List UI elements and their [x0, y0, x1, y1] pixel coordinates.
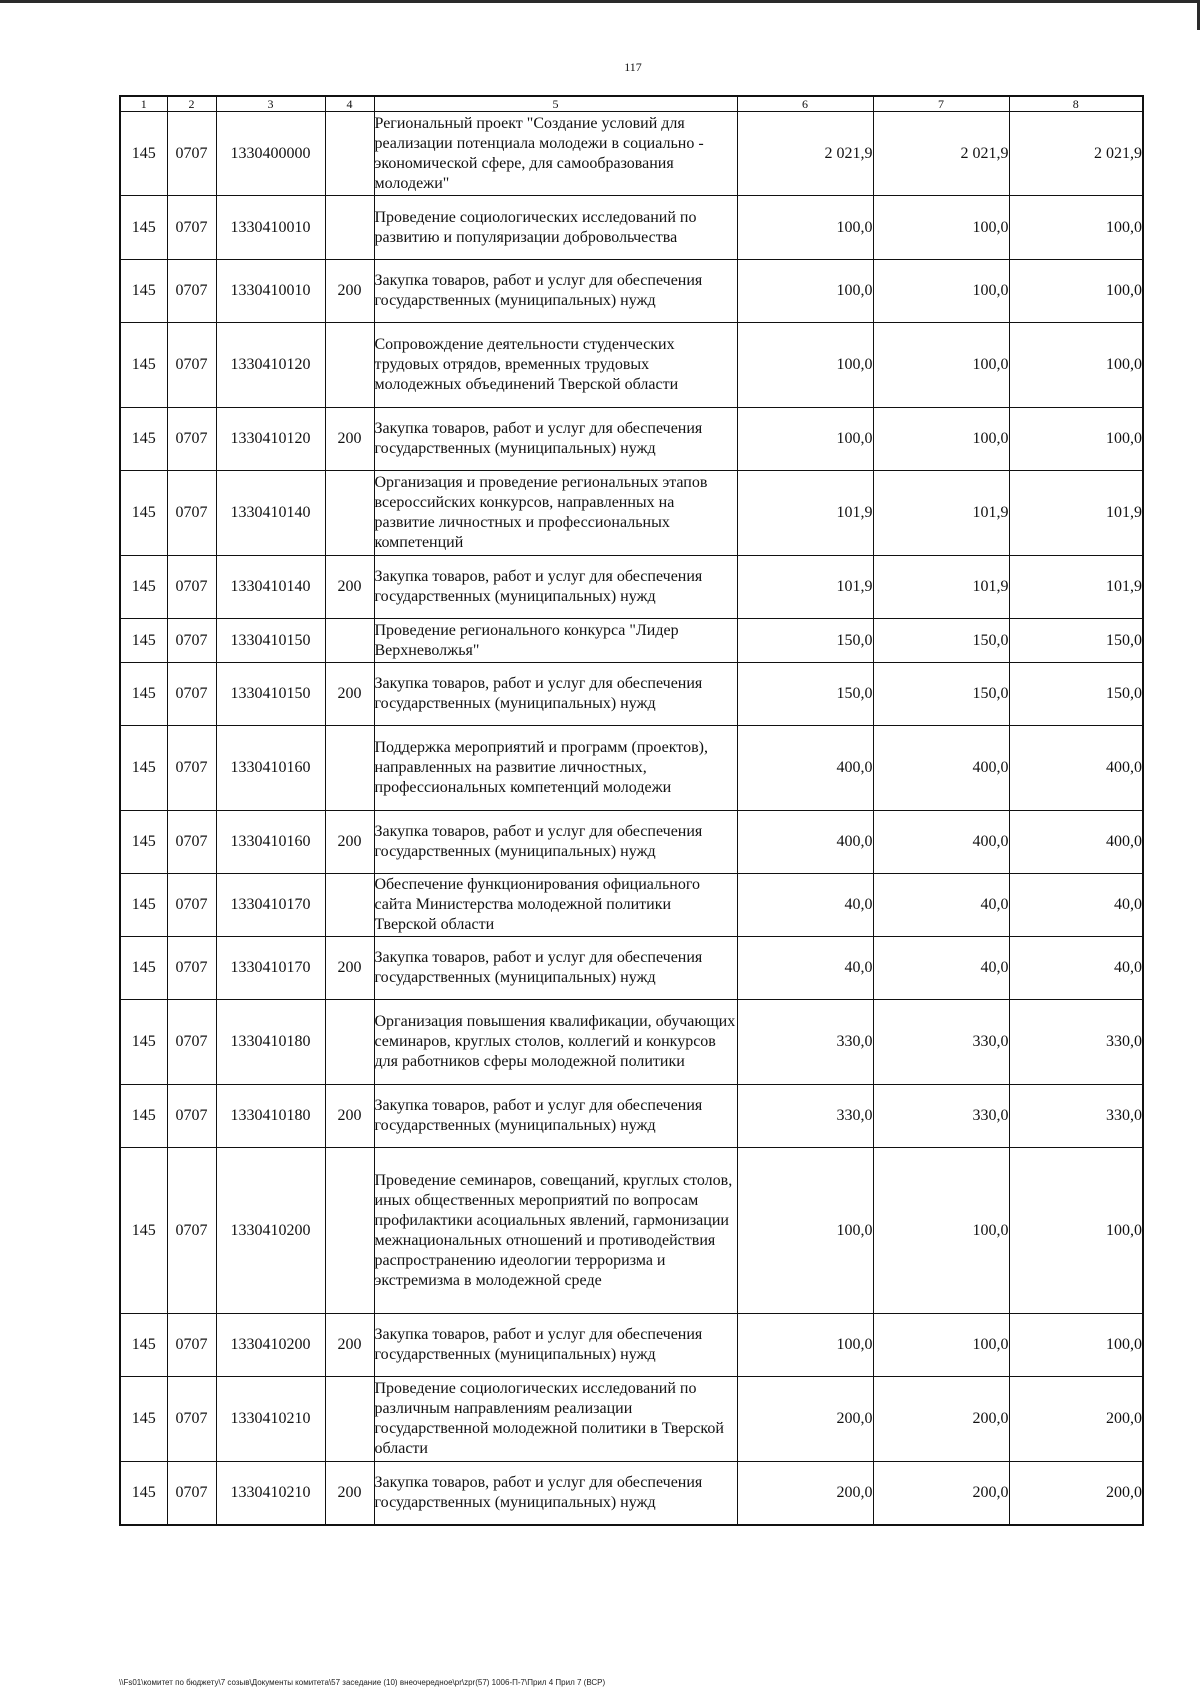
- cell-ministry-code: 145: [120, 937, 167, 1000]
- cell-amount-col7: 100,0: [873, 408, 1009, 471]
- cell-item-name: Закупка товаров, работ и услуг для обеспечения государственных (муниципальных) нужд: [374, 1314, 737, 1377]
- cell-target-article: 1330410150: [216, 663, 325, 726]
- cell-section-code: 0707: [167, 1314, 216, 1377]
- table-row: [120, 1148, 1143, 1314]
- cell-amount-col7: 101,9: [873, 471, 1009, 556]
- cell-section-code: 0707: [167, 471, 216, 556]
- cell-section-code: 0707: [167, 323, 216, 408]
- cell-amount-col8: 100,0: [1009, 1148, 1143, 1314]
- cell-section-code: 0707: [167, 112, 216, 196]
- cell-amount-col8: 2 021,9: [1009, 112, 1143, 196]
- cell-section-code: 0707: [167, 726, 216, 811]
- cell-amount-col8: 40,0: [1009, 937, 1143, 1000]
- column-header: 1: [120, 96, 167, 112]
- cell-expense-type: 200: [325, 1085, 374, 1148]
- cell-amount-col6: 100,0: [737, 260, 873, 323]
- cell-item-name: Организация и проведение региональных этапов всероссийских конкурсов, направленных на развитие личностных и профессиональных компетенций: [374, 471, 737, 556]
- cell-amount-col6: 150,0: [737, 619, 873, 663]
- table-body: [120, 112, 1143, 1525]
- cell-section-code: 0707: [167, 874, 216, 937]
- cell-section-code: 0707: [167, 1085, 216, 1148]
- cell-amount-col6: 100,0: [737, 1148, 873, 1314]
- cell-ministry-code: 145: [120, 811, 167, 874]
- table-row: [120, 811, 1143, 874]
- cell-target-article: 1330410160: [216, 811, 325, 874]
- cell-expense-type: [325, 112, 374, 196]
- cell-target-article: 1330410170: [216, 937, 325, 1000]
- column-header: 4: [325, 96, 374, 112]
- table-row: [120, 874, 1143, 937]
- cell-amount-col6: 100,0: [737, 1314, 873, 1377]
- cell-amount-col7: 100,0: [873, 260, 1009, 323]
- cell-amount-col6: 100,0: [737, 408, 873, 471]
- cell-expense-type: 200: [325, 663, 374, 726]
- table-row: [120, 937, 1143, 1000]
- cell-section-code: 0707: [167, 1000, 216, 1085]
- column-header: 7: [873, 96, 1009, 112]
- cell-expense-type: [325, 323, 374, 408]
- cell-section-code: 0707: [167, 196, 216, 260]
- cell-item-name: Закупка товаров, работ и услуг для обеспечения государственных (муниципальных) нужд: [374, 811, 737, 874]
- cell-ministry-code: 145: [120, 196, 167, 260]
- cell-target-article: 1330400000: [216, 112, 325, 196]
- cell-amount-col7: 400,0: [873, 726, 1009, 811]
- cell-amount-col8: 100,0: [1009, 1314, 1143, 1377]
- cell-ministry-code: 145: [120, 471, 167, 556]
- cell-amount-col8: 400,0: [1009, 726, 1143, 811]
- cell-amount-col6: 101,9: [737, 471, 873, 556]
- cell-amount-col7: 101,9: [873, 556, 1009, 619]
- cell-ministry-code: 145: [120, 1314, 167, 1377]
- cell-section-code: 0707: [167, 811, 216, 874]
- table-row: [120, 112, 1143, 196]
- cell-amount-col8: 40,0: [1009, 874, 1143, 937]
- cell-amount-col7: 2 021,9: [873, 112, 1009, 196]
- cell-target-article: 1330410210: [216, 1462, 325, 1525]
- scan-edge-top: [0, 0, 1200, 3]
- table-row: [120, 1085, 1143, 1148]
- cell-item-name: Закупка товаров, работ и услуг для обеспечения государственных (муниципальных) нужд: [374, 260, 737, 323]
- column-header: 2: [167, 96, 216, 112]
- cell-expense-type: [325, 471, 374, 556]
- cell-target-article: 1330410120: [216, 408, 325, 471]
- cell-amount-col7: 100,0: [873, 323, 1009, 408]
- cell-section-code: 0707: [167, 1377, 216, 1462]
- cell-amount-col8: 150,0: [1009, 663, 1143, 726]
- cell-expense-type: 200: [325, 811, 374, 874]
- table-row: [120, 1377, 1143, 1462]
- cell-target-article: 1330410150: [216, 619, 325, 663]
- cell-amount-col6: 40,0: [737, 937, 873, 1000]
- cell-amount-col7: 330,0: [873, 1000, 1009, 1085]
- cell-ministry-code: 145: [120, 726, 167, 811]
- table-row: [120, 408, 1143, 471]
- table-row: [120, 726, 1143, 811]
- cell-amount-col8: 100,0: [1009, 323, 1143, 408]
- cell-section-code: 0707: [167, 619, 216, 663]
- cell-section-code: 0707: [167, 937, 216, 1000]
- footer-file-path: \\Fs01\комитет по бюджету\7 созыв\Документы комитета\57 заседание (10) внеочередное\pr\zpr(57) 1006-П-7\Прил 4 Прил 7 (ВСР): [119, 1678, 606, 1687]
- cell-amount-col8: 200,0: [1009, 1377, 1143, 1462]
- cell-expense-type: 200: [325, 408, 374, 471]
- cell-item-name: Сопровождение деятельности студенческих трудовых отрядов, временных трудовых молодежных объединений Тверской области: [374, 323, 737, 408]
- cell-ministry-code: 145: [120, 1377, 167, 1462]
- cell-item-name: Организация повышения квалификации, обучающих семинаров, круглых столов, коллегий и конкурсов для работников сферы молодежной политики: [374, 1000, 737, 1085]
- cell-expense-type: 200: [325, 1462, 374, 1525]
- cell-amount-col6: 2 021,9: [737, 112, 873, 196]
- cell-expense-type: [325, 1148, 374, 1314]
- cell-item-name: Закупка товаров, работ и услуг для обеспечения государственных (муниципальных) нужд: [374, 1085, 737, 1148]
- cell-section-code: 0707: [167, 1462, 216, 1525]
- cell-ministry-code: 145: [120, 1000, 167, 1085]
- cell-target-article: 1330410160: [216, 726, 325, 811]
- cell-amount-col8: 100,0: [1009, 260, 1143, 323]
- table-row: [120, 1000, 1143, 1085]
- cell-item-name: Закупка товаров, работ и услуг для обеспечения государственных (муниципальных) нужд: [374, 663, 737, 726]
- cell-target-article: 1330410200: [216, 1314, 325, 1377]
- cell-amount-col6: 40,0: [737, 874, 873, 937]
- cell-expense-type: [325, 619, 374, 663]
- table-row: [120, 556, 1143, 619]
- cell-amount-col6: 400,0: [737, 726, 873, 811]
- cell-amount-col6: 100,0: [737, 196, 873, 260]
- cell-amount-col6: 200,0: [737, 1377, 873, 1462]
- column-header: 6: [737, 96, 873, 112]
- table-row: [120, 619, 1143, 663]
- cell-expense-type: [325, 1377, 374, 1462]
- cell-amount-col7: 40,0: [873, 874, 1009, 937]
- cell-expense-type: 200: [325, 937, 374, 1000]
- cell-ministry-code: 145: [120, 260, 167, 323]
- cell-target-article: 1330410180: [216, 1085, 325, 1148]
- cell-section-code: 0707: [167, 556, 216, 619]
- cell-item-name: Закупка товаров, работ и услуг для обеспечения государственных (муниципальных) нужд: [374, 1462, 737, 1525]
- cell-amount-col8: 101,9: [1009, 471, 1143, 556]
- cell-ministry-code: 145: [120, 1148, 167, 1314]
- page-number: 117: [624, 60, 642, 74]
- cell-ministry-code: 145: [120, 556, 167, 619]
- table-row: [120, 323, 1143, 408]
- cell-amount-col8: 150,0: [1009, 619, 1143, 663]
- cell-item-name: Проведение регионального конкурса "Лидер Верхневолжья": [374, 619, 737, 663]
- cell-target-article: 1330410140: [216, 556, 325, 619]
- cell-item-name: Закупка товаров, работ и услуг для обеспечения государственных (муниципальных) нужд: [374, 937, 737, 1000]
- column-header: 8: [1009, 96, 1143, 112]
- cell-amount-col8: 101,9: [1009, 556, 1143, 619]
- cell-amount-col8: 100,0: [1009, 408, 1143, 471]
- cell-amount-col8: 100,0: [1009, 196, 1143, 260]
- budget-table: [119, 95, 1144, 1526]
- cell-target-article: 1330410120: [216, 323, 325, 408]
- cell-expense-type: 200: [325, 1314, 374, 1377]
- cell-expense-type: 200: [325, 556, 374, 619]
- cell-ministry-code: 145: [120, 1085, 167, 1148]
- cell-item-name: Проведение социологических исследований по развитию и популяризации добровольчества: [374, 196, 737, 260]
- table-row: [120, 1314, 1143, 1377]
- cell-amount-col7: 330,0: [873, 1085, 1009, 1148]
- cell-amount-col8: 330,0: [1009, 1000, 1143, 1085]
- cell-amount-col6: 400,0: [737, 811, 873, 874]
- cell-amount-col7: 200,0: [873, 1377, 1009, 1462]
- cell-ministry-code: 145: [120, 619, 167, 663]
- cell-item-name: Региональный проект "Создание условий для реализации потенциала молодежи в социально - экономической сфере, для самообразования молодежи": [374, 112, 737, 196]
- cell-section-code: 0707: [167, 1148, 216, 1314]
- cell-expense-type: [325, 196, 374, 260]
- cell-target-article: 1330410200: [216, 1148, 325, 1314]
- cell-amount-col8: 200,0: [1009, 1462, 1143, 1525]
- cell-expense-type: [325, 726, 374, 811]
- cell-item-name: Проведение семинаров, совещаний, круглых столов, иных общественных мероприятий по вопросам профилактики асоциальных явлений, гармонизации межнациональных отношений и противодействия распространению идеологии терроризма и экстремизма в молодежной среде: [374, 1148, 737, 1314]
- cell-target-article: 1330410210: [216, 1377, 325, 1462]
- cell-amount-col6: 150,0: [737, 663, 873, 726]
- cell-amount-col8: 330,0: [1009, 1085, 1143, 1148]
- cell-amount-col6: 100,0: [737, 323, 873, 408]
- cell-target-article: 1330410010: [216, 196, 325, 260]
- cell-amount-col6: 330,0: [737, 1085, 873, 1148]
- cell-amount-col7: 100,0: [873, 1148, 1009, 1314]
- table-row: [120, 1462, 1143, 1525]
- cell-amount-col7: 100,0: [873, 1314, 1009, 1377]
- cell-section-code: 0707: [167, 260, 216, 323]
- cell-ministry-code: 145: [120, 408, 167, 471]
- table-header-row: [120, 96, 1143, 112]
- cell-amount-col7: 150,0: [873, 619, 1009, 663]
- column-header: 5: [374, 96, 737, 112]
- cell-item-name: Поддержка мероприятий и программ (проектов), направленных на развитие личностных, профессиональных компетенций молодежи: [374, 726, 737, 811]
- cell-ministry-code: 145: [120, 323, 167, 408]
- cell-ministry-code: 145: [120, 874, 167, 937]
- column-header: 3: [216, 96, 325, 112]
- cell-target-article: 1330410170: [216, 874, 325, 937]
- cell-amount-col7: 200,0: [873, 1462, 1009, 1525]
- table-row: [120, 471, 1143, 556]
- cell-item-name: Закупка товаров, работ и услуг для обеспечения государственных (муниципальных) нужд: [374, 408, 737, 471]
- cell-amount-col7: 400,0: [873, 811, 1009, 874]
- cell-amount-col7: 100,0: [873, 196, 1009, 260]
- cell-expense-type: [325, 874, 374, 937]
- table-row: [120, 260, 1143, 323]
- cell-item-name: Проведение социологических исследований по различным направлениям реализации государственной молодежной политики в Тверской области: [374, 1377, 737, 1462]
- cell-section-code: 0707: [167, 408, 216, 471]
- cell-item-name: Закупка товаров, работ и услуг для обеспечения государственных (муниципальных) нужд: [374, 556, 737, 619]
- cell-ministry-code: 145: [120, 663, 167, 726]
- cell-amount-col6: 330,0: [737, 1000, 873, 1085]
- table-row: [120, 196, 1143, 260]
- cell-amount-col6: 200,0: [737, 1462, 873, 1525]
- cell-target-article: 1330410140: [216, 471, 325, 556]
- cell-expense-type: 200: [325, 260, 374, 323]
- cell-target-article: 1330410010: [216, 260, 325, 323]
- cell-expense-type: [325, 1000, 374, 1085]
- cell-amount-col7: 40,0: [873, 937, 1009, 1000]
- cell-ministry-code: 145: [120, 1462, 167, 1525]
- cell-item-name: Обеспечение функционирования официального сайта Министерства молодежной политики Тверской области: [374, 874, 737, 937]
- table-row: [120, 663, 1143, 726]
- cell-amount-col8: 400,0: [1009, 811, 1143, 874]
- cell-ministry-code: 145: [120, 112, 167, 196]
- cell-amount-col6: 101,9: [737, 556, 873, 619]
- cell-target-article: 1330410180: [216, 1000, 325, 1085]
- cell-amount-col7: 150,0: [873, 663, 1009, 726]
- cell-section-code: 0707: [167, 663, 216, 726]
